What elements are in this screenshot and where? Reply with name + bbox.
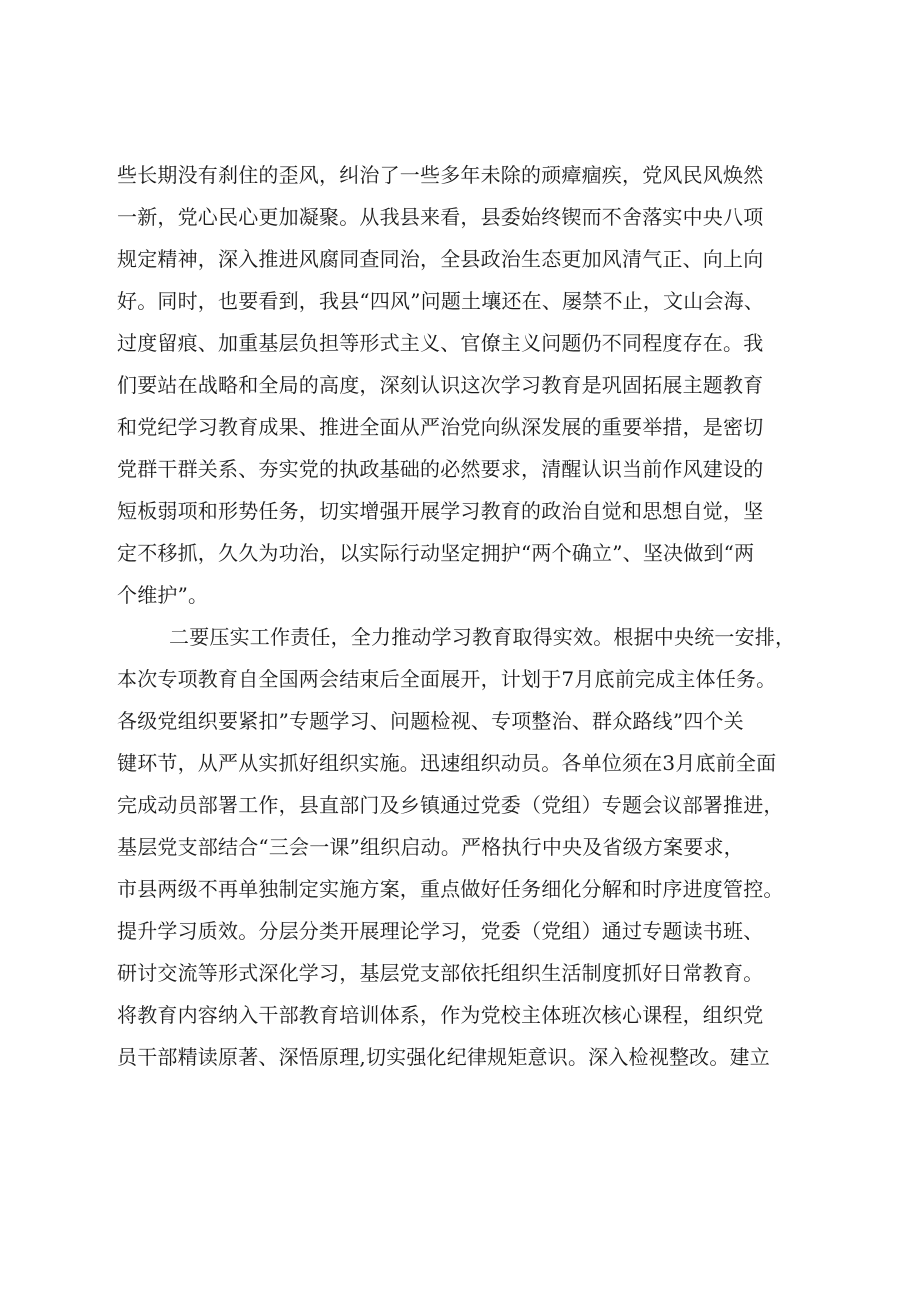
text-line: 提升学习质效。分层分类开展理论学习，党委（党组）通过专题读书班、 xyxy=(117,919,764,943)
text-line: 基层党支部结合“三会一课”组织启动。严格执行中央及省级方案要求， xyxy=(117,835,744,859)
text-line: 规定精神，深入推进风腐同查同治，全县政治生态更加风清气正、向上向 xyxy=(117,247,764,271)
text-line: 将教育内容纳入干部教育培训体系，作为党校主体班次核心课程，组织党 xyxy=(117,1003,764,1027)
text-line: 们要站在战略和全局的高度，深刻认识这次学习教育是巩固拓展主题教育 xyxy=(117,373,764,397)
text-line: 键环节，从严从实抓好组织实施。迅速组织动员。各单位须在3月底前全面 xyxy=(117,751,777,775)
text-line: 过度留痕、加重基层负担等形式主义、官僚主义问题仍不同程度存在。我 xyxy=(117,331,764,355)
text-line: 党群干群关系、夯实党的执政基础的必然要求，清醒认识当前作风建设的 xyxy=(117,457,764,481)
text-line: 好。同时，也要看到，我县“四风”问题土壤还在、屡禁不止，文山会海、 xyxy=(117,289,765,313)
text-line: 完成动员部署工作，县直部门及乡镇通过党委（党组）专题会议部署推进， xyxy=(117,793,784,817)
text-line: 员干部精读原著、深悟原理,切实强化纪律规矩意识。深入检视整改。建立 xyxy=(117,1045,770,1069)
text-line: 些长期没有刹住的歪风，纠治了一些多年未除的顽瘴痼疾，党风民风焕然 xyxy=(117,163,764,187)
text-line: 定不移抓，久久为功治，以实际行动坚定拥护“两个确立”、坚决做到“两 xyxy=(117,541,755,565)
text-line: 短板弱项和形势任务，切实增强开展学习教育的政治自觉和思想自觉，坚 xyxy=(117,499,764,523)
text-line: 各级党组织要紧扣”专题学习、问题检视、专项整治、群众路线”四个关 xyxy=(117,709,744,733)
text-line: 市县两级不再单独制定实施方案，重点做好任务细化分解和时序进度管控。 xyxy=(117,877,784,901)
text-line: 研讨交流等形式深化学习，基层党支部依托组织生活制度抓好日常教育。 xyxy=(117,961,764,985)
text-line: 个维护”。 xyxy=(117,583,209,607)
text-line: 一新，党心民心更加凝聚。从我县来看，县委始终锲而不舍落实中央八项 xyxy=(117,205,764,229)
body-text xyxy=(117,154,827,1078)
text-line: 和党纪学习教育成果、推进全面从严治党向纵深发展的重要举措，是密切 xyxy=(117,415,764,439)
paragraph-start-line: 二要压实工作责任，全力推动学习教育取得实效。根据中央统一安排， xyxy=(169,625,796,649)
text-line: 本次专项教育自全国两会结束后全面展开，计划于7月底前完成主体任务。 xyxy=(117,667,777,691)
